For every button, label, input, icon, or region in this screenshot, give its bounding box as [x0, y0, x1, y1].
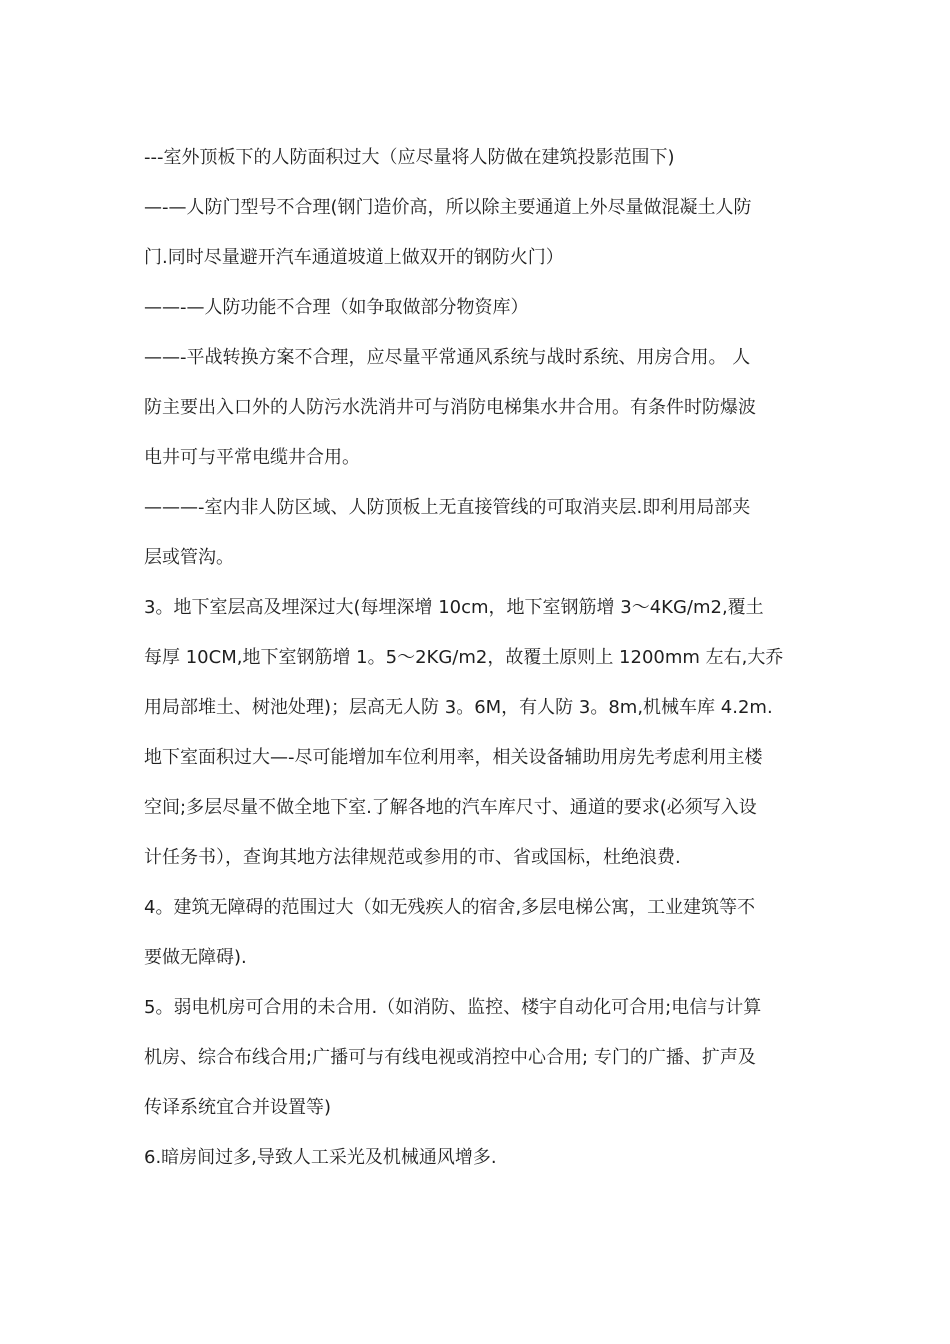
text-line: ——-—人防功能不合理（如争取做部分物资库）	[144, 297, 529, 318]
text-line: 要做无障碍).	[144, 947, 247, 968]
document-body	[144, 133, 809, 1183]
text-line: 传译系统宜合并设置等)	[144, 1097, 332, 1118]
text-line: ---室外顶板下的人防面积过大（应尽量将人防做在建筑投影范围下)	[144, 147, 675, 168]
text-line: —-—人防门型号不合理(钢门造价高，所以除主要通道上外尽量做混凝土人防	[144, 197, 752, 218]
text-line: 每厚 10CM,地下室钢筋增 1。5～2KG/m2，故覆土原则上 1200mm 左右,大乔	[144, 647, 784, 668]
text-line: 防主要出入口外的人防污水洗消井可与消防电梯集水井合用。有条件时防爆波	[144, 397, 756, 418]
text-line: 地下室面积过大—-尽可能增加车位利用率，相关设备辅助用房先考虑利用主楼	[144, 747, 763, 768]
text-line: 6.暗房间过多,导致人工采光及机械通风增多.	[144, 1147, 497, 1168]
text-line: 3。地下室层高及埋深过大(每埋深增 10cm，地下室钢筋增 3～4KG/m2,覆土	[144, 597, 764, 618]
text-line: 5。弱电机房可合用的未合用.（如消防、监控、楼宇自动化可合用;电信与计算	[144, 997, 762, 1018]
text-line: ——-平战转换方案不合理，应尽量平常通风系统与战时系统、用房合用。 人	[144, 347, 751, 368]
text-line: 用局部堆土、树池处理)；层高无人防 3。6M，有人防 3。8m,机械车库 4.2m.	[144, 697, 773, 718]
text-line: 电井可与平常电缆井合用。	[144, 447, 360, 468]
text-line: 4。建筑无障碍的范围过大（如无残疾人的宿舍,多层电梯公寓，工业建筑等不	[144, 897, 756, 918]
text-line: 层或管沟。	[144, 547, 234, 568]
text-line: 计任务书），查询其地方法律规范或参用的市、省或国标，杜绝浪费.	[144, 847, 681, 868]
text-line: 机房、综合布线合用;广播可与有线电视或消控中心合用; 专门的广播、扩声及	[144, 1047, 756, 1068]
text-line: ———-室内非人防区域、人防顶板上无直接管线的可取消夹层.即利用局部夹	[144, 497, 751, 518]
text-line: 门.同时尽量避开汽车通道坡道上做双开的钢防火门）	[144, 247, 564, 268]
text-line: 空间;多层尽量不做全地下室.了解各地的汽车库尺寸、通道的要求(必须写入设	[144, 797, 757, 818]
